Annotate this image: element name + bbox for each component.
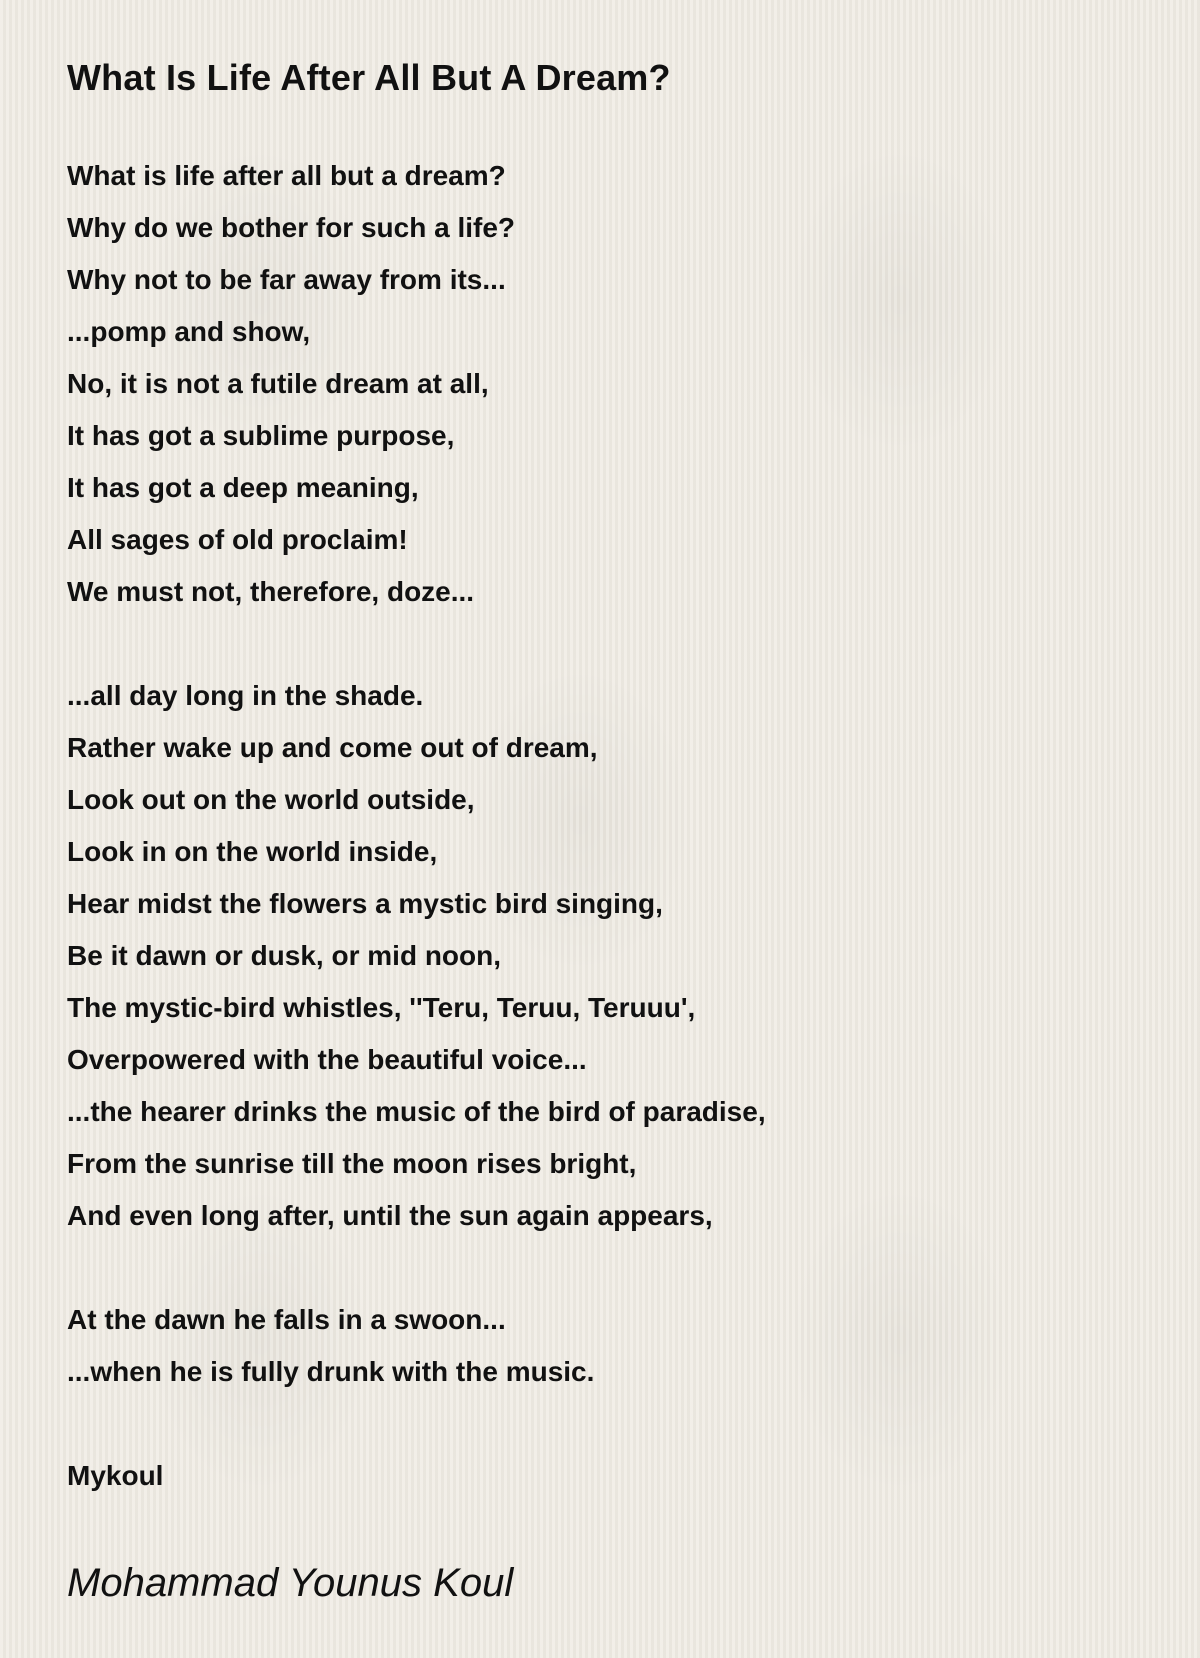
poem-line: Overpowered with the beautiful voice... (67, 1044, 587, 1075)
poem-line: Hear midst the flowers a mystic bird singing, (67, 888, 663, 919)
poem-line: From the sunrise till the moon rises bright, (67, 1148, 637, 1179)
poem-line: Look out on the world outside, (67, 784, 475, 815)
poem-line: ...the hearer drinks the music of the bird of paradise, (67, 1096, 766, 1127)
poem-line: Why not to be far away from its... (67, 264, 506, 295)
poem-line: What is life after all but a dream? (67, 160, 506, 191)
poem-line: ...pomp and show, (67, 316, 311, 347)
poem-line: ...all day long in the shade. (67, 680, 424, 711)
poem-line: Be it dawn or dusk, or mid noon, (67, 940, 502, 971)
stanza-break (67, 1398, 1167, 1450)
poem-line: At the dawn he falls in a swoon... (67, 1304, 506, 1335)
poem-line: Why do we bother for such a life? (67, 212, 516, 243)
poem-signature: Mykoul (67, 1460, 164, 1491)
poem-line: Rather wake up and come out of dream, (67, 732, 598, 763)
poem-line: And even long after, until the sun again appears, (67, 1200, 713, 1231)
poem-line: The mystic-bird whistles, ''Teru, Teruu, Teruuu', (67, 992, 696, 1023)
poem-line: ...when he is fully drunk with the music. (67, 1356, 595, 1387)
poem-line: It has got a sublime purpose, (67, 420, 455, 451)
poem-page (67, 0, 1167, 1605)
poem-line: We must not, therefore, doze... (67, 576, 475, 607)
poem-body (67, 150, 1167, 1502)
poem-line: Look in on the world inside, (67, 836, 438, 867)
poem-author: Mohammad Younus Koul (67, 1561, 514, 1605)
stanza-break (67, 618, 1167, 670)
poem-line: It has got a deep meaning, (67, 472, 419, 503)
stanza-break (67, 1242, 1167, 1294)
poem-line: All sages of old proclaim! (67, 524, 408, 555)
poem-line: No, it is not a futile dream at all, (67, 368, 489, 399)
poem-title: What Is Life After All But A Dream? (67, 57, 671, 98)
